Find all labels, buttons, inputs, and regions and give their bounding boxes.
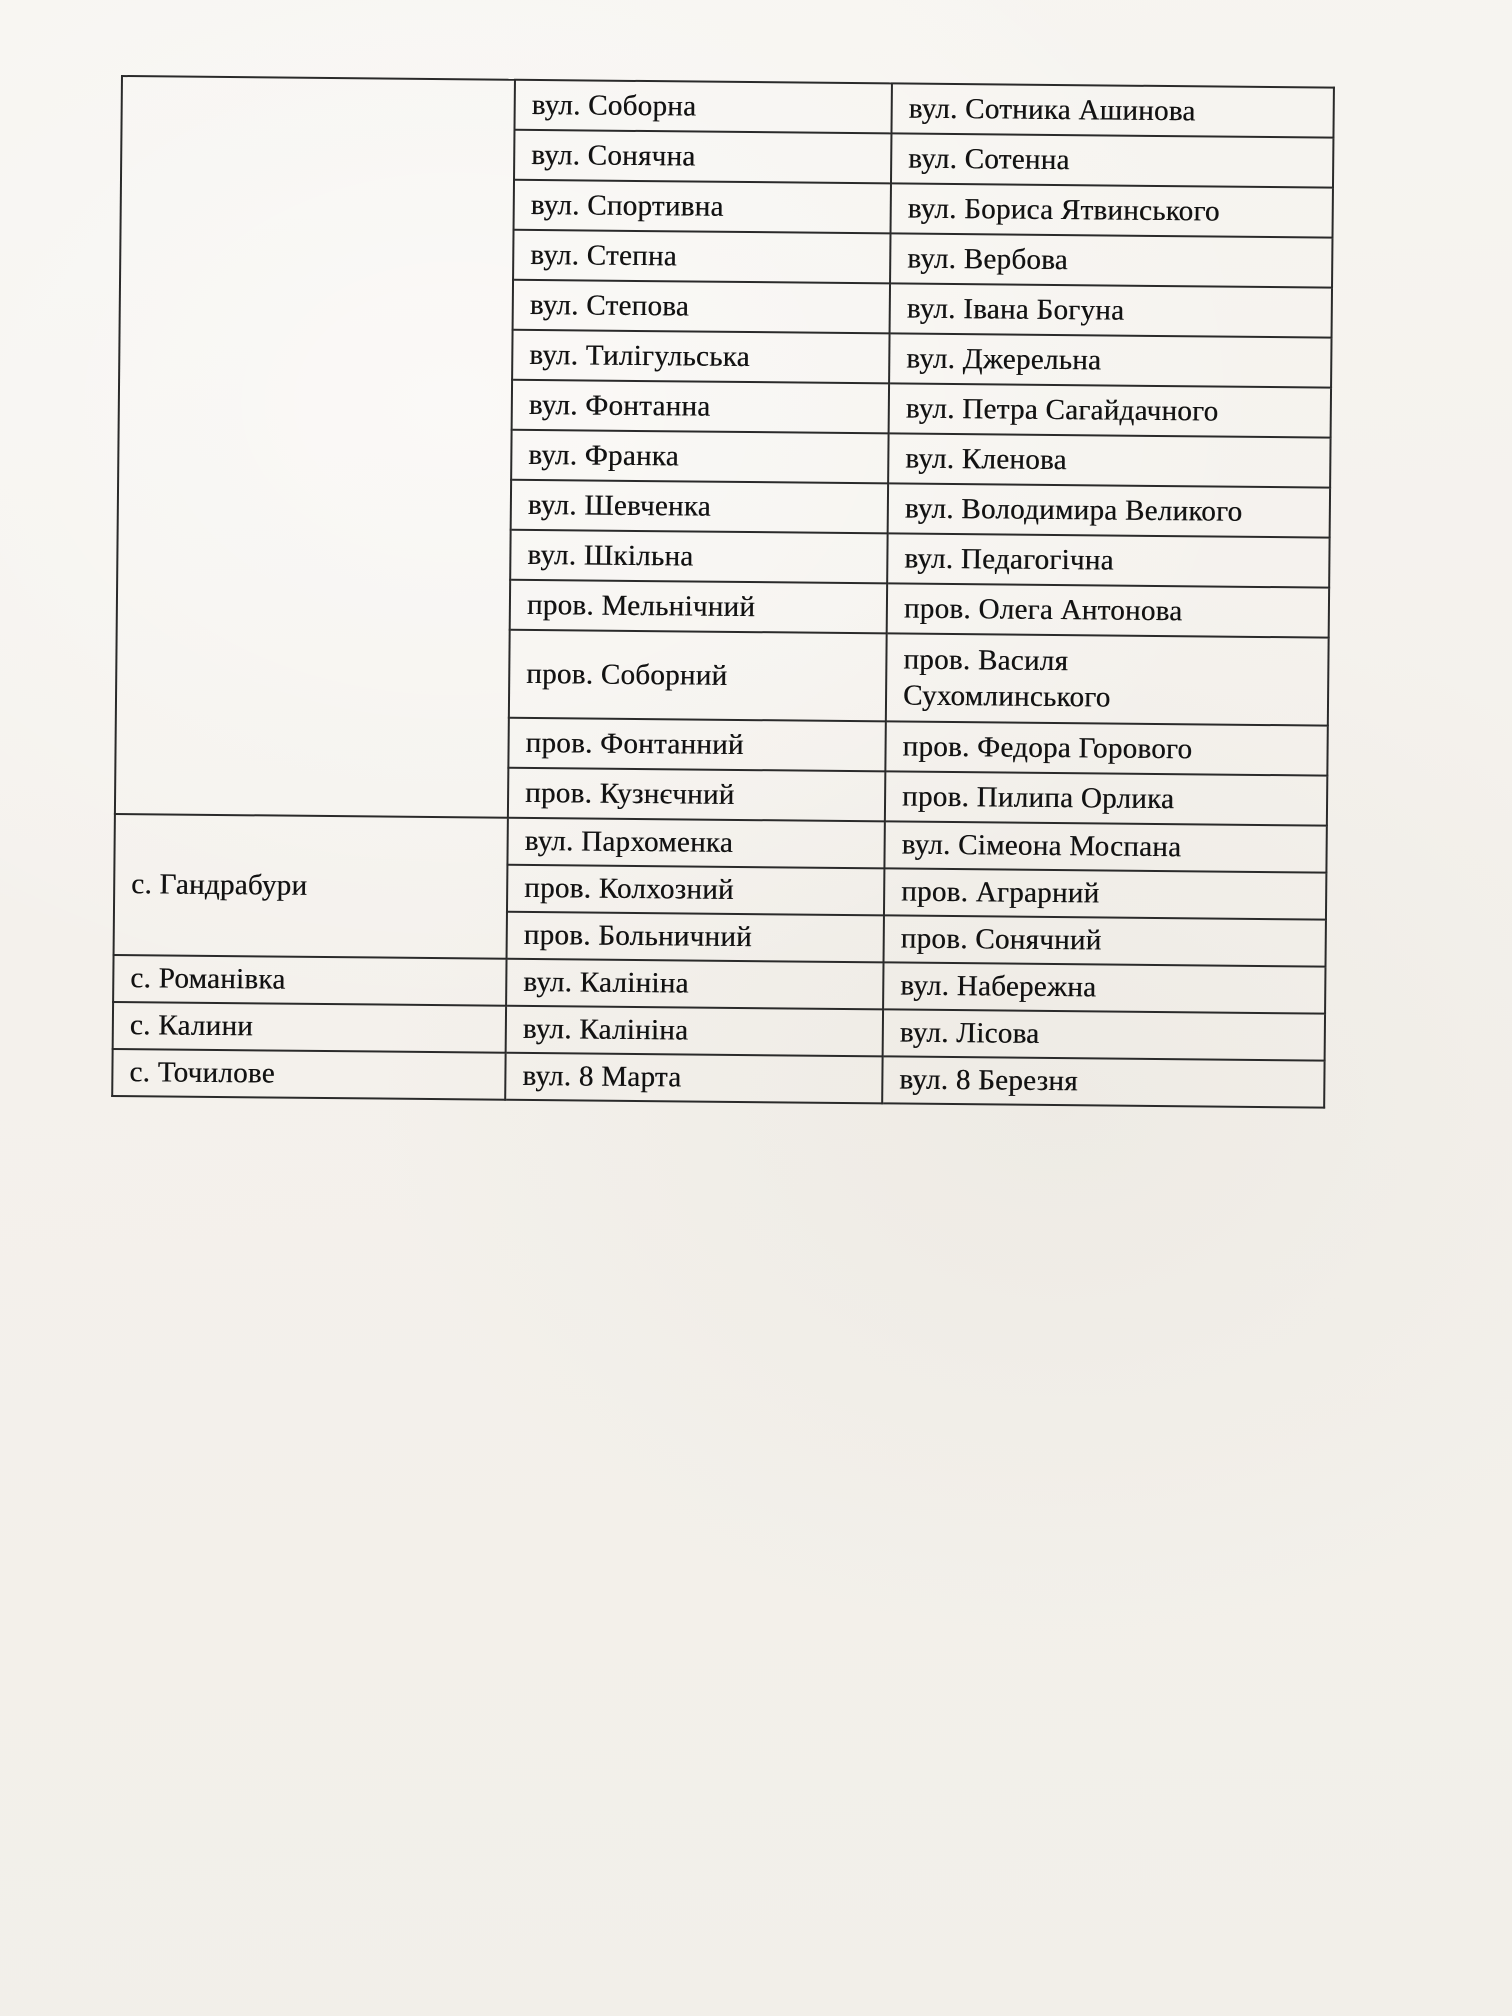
- cell-new-street-name: пров. Олега Антонова: [887, 583, 1329, 637]
- cell-old-street-name: пров. Соборний: [509, 630, 887, 722]
- cell-new-street-name: вул. Педагогічна: [887, 533, 1329, 587]
- cell-new-street-name: вул. Бориса Ятвинського: [891, 183, 1333, 237]
- cell-settlement: [115, 76, 515, 818]
- cell-settlement: с. Точилове: [112, 1049, 505, 1100]
- cell-old-street-name: вул. Спортивна: [514, 180, 891, 234]
- cell-new-street-name: вул. Петра Сагайдачного: [889, 383, 1331, 437]
- cell-old-street-name: вул. Степова: [513, 280, 890, 334]
- cell-old-street-name: вул. Франка: [511, 430, 888, 484]
- street-renaming-table: [111, 75, 1335, 1109]
- cell-old-street-name: вул. Шкільна: [510, 530, 887, 584]
- cell-old-street-name: пров. Кузнєчний: [508, 768, 885, 822]
- cell-new-street-name: вул. Сотника Ашинова: [891, 83, 1333, 137]
- cell-old-street-name: вул. Степна: [513, 230, 890, 284]
- cell-new-street-name: вул. Лісова: [883, 1009, 1325, 1060]
- cell-new-street-name: вул. 8 Березня: [882, 1056, 1324, 1107]
- cell-settlement: с. Романівка: [113, 955, 506, 1006]
- cell-old-street-name: вул. Пархоменка: [507, 818, 884, 869]
- cell-new-street-name: пров. Федора Горового: [885, 721, 1327, 775]
- cell-old-street-name: вул. Сонячна: [514, 130, 891, 184]
- street-renaming-table-wrap: [111, 75, 1335, 1109]
- cell-new-street-name: вул. Вербова: [890, 233, 1332, 287]
- cell-old-street-name: пров. Колхозний: [507, 865, 884, 916]
- cell-old-street-name: вул. Шевченка: [511, 480, 888, 534]
- cell-new-street-name: вул. Набережна: [883, 962, 1325, 1013]
- cell-old-street-name: вул. Соборна: [514, 80, 891, 134]
- cell-new-street-name: пров. Сонячний: [884, 915, 1326, 966]
- cell-old-street-name: вул. Тилігульська: [512, 330, 889, 384]
- cell-new-street-name: вул. Кленова: [888, 433, 1330, 487]
- cell-new-street-name: пров. Василя Сухомлинського: [886, 633, 1329, 725]
- cell-settlement: с. Гандрабури: [114, 814, 508, 959]
- cell-old-street-name: вул. Калініна: [506, 1006, 883, 1057]
- renaming-table-body: [112, 76, 1334, 1108]
- cell-new-street-name: вул. Івана Богуна: [890, 283, 1332, 337]
- cell-new-street-name: вул. Володимира Великого: [888, 483, 1330, 537]
- cell-old-street-name: пров. Фонтанний: [508, 718, 885, 772]
- cell-old-street-name: пров. Мельнічний: [510, 580, 887, 634]
- cell-old-street-name: пров. Больничний: [507, 912, 884, 963]
- cell-new-street-name: пров. Аграрний: [884, 868, 1326, 919]
- cell-new-street-name: пров. Пилипа Орлика: [885, 771, 1327, 825]
- cell-settlement: с. Калини: [113, 1002, 506, 1053]
- cell-old-street-name: вул. Фонтанна: [512, 380, 889, 434]
- cell-old-street-name: вул. Калініна: [506, 959, 883, 1010]
- cell-new-street-name: вул. Сотенна: [891, 133, 1333, 187]
- cell-new-street-name: вул. Сімеона Моспана: [884, 821, 1326, 872]
- cell-old-street-name: вул. 8 Марта: [505, 1053, 882, 1104]
- table-row: [122, 76, 1334, 138]
- cell-new-street-name: вул. Джерельна: [889, 333, 1331, 387]
